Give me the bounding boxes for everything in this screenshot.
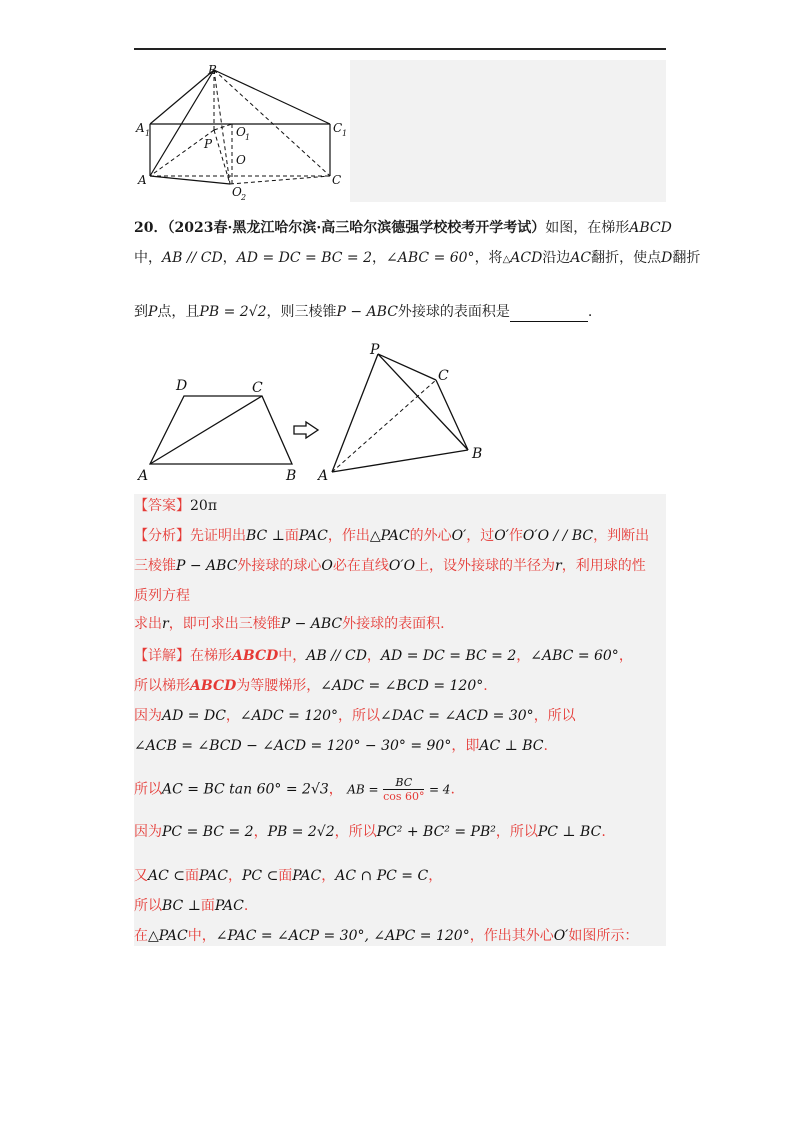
math: AD = DC = BC = 2 [236, 250, 373, 266]
detail-text: 为等腰梯形， [236, 678, 321, 694]
detail-label: 【详解】 [134, 648, 190, 664]
analysis-text: 的外心 [409, 528, 452, 544]
header-rule [134, 48, 666, 50]
math: PB = 2√2 [199, 304, 267, 320]
answer-blank [510, 307, 588, 322]
label-A1: A [136, 121, 145, 135]
detail-text: 中， [187, 928, 216, 944]
detail-text: . [601, 824, 606, 840]
detail-text: ，作出其外心 [469, 928, 554, 944]
detail-text: 又 [134, 868, 148, 884]
label-C: C [252, 380, 263, 396]
math: O′O [388, 558, 416, 574]
problem-text: ，则三棱锥 [266, 304, 337, 320]
math: ABCD [190, 678, 237, 694]
math: O′ [451, 528, 467, 544]
detail-text: ， [328, 781, 343, 798]
math: O′ [494, 528, 509, 544]
detail-text: ，即 [451, 738, 480, 754]
fraction [383, 776, 424, 803]
math: PAC [214, 898, 244, 914]
math: P [148, 304, 158, 320]
math: PC = BC = 2 [162, 824, 254, 840]
label-A2: A [318, 468, 329, 484]
math: ABCD [629, 220, 672, 236]
label-O2-sub: 2 [241, 193, 247, 202]
detail-line-4 [134, 736, 548, 756]
detail-text: ， [253, 824, 268, 840]
math: AB // CD [306, 648, 367, 664]
math: P − ABC [280, 616, 343, 632]
math: AD = DC = BC = 2 [380, 648, 517, 664]
math: AC ⊥ BC [479, 738, 544, 754]
detail-line-6 [134, 822, 606, 842]
detail-text: ，所以 [533, 708, 576, 724]
detail-text: ， [516, 648, 531, 664]
math: PB = 2√2 [267, 824, 335, 840]
math: △PAC [148, 928, 188, 944]
problem-text: 如图，在梯形 [545, 220, 630, 236]
math: AC ∩ PC = C [335, 868, 429, 884]
analysis-text: 外接球的球心 [237, 558, 322, 574]
detail-line-9 [134, 926, 638, 946]
problem-text: 翻折 [672, 250, 701, 266]
math: ACD [510, 250, 543, 266]
label-A: A [138, 468, 149, 484]
detail-text: ， [321, 868, 336, 884]
analysis-text: 求出 [134, 616, 162, 632]
fraction-denominator: cos 60° [383, 790, 425, 803]
math: AD = DC [162, 708, 226, 724]
label-P: P [370, 342, 380, 358]
math: ∠ADC = 120° [239, 708, 339, 724]
analysis-text: 上，设外接球的半径为 [415, 558, 556, 574]
math: PAC [292, 868, 322, 884]
math: ∠ABC = 60° [530, 648, 619, 664]
detail-text: ， [366, 648, 381, 664]
problem-source: （2023春·黑龙江哈尔滨·高三哈尔滨德强学校校考开学考试） [167, 220, 546, 236]
analysis-text: ，过 [466, 528, 495, 544]
detail-text: 所以 [134, 781, 162, 798]
label-A1-sub: 1 [145, 129, 151, 138]
math: ABCD [232, 648, 279, 664]
label-B: B [208, 63, 217, 77]
detail-line-8 [134, 896, 248, 916]
problem-text: 中， [134, 250, 162, 266]
detail-text: 所以梯形 [134, 678, 190, 694]
analysis-line-3 [134, 586, 190, 606]
detail-line-3 [134, 706, 576, 726]
math: AC = BC tan 60° = 2√3 [162, 781, 329, 798]
problem-text: 翻折，使点 [591, 250, 662, 266]
problem-line-2 [134, 248, 700, 270]
problem-line-1 [134, 218, 672, 238]
triangle-symbol: △ [502, 254, 511, 265]
problem-text: 外接球的表面积是 [397, 304, 510, 320]
detail-text: 因为 [134, 824, 162, 840]
math: r [555, 558, 562, 574]
detail-text: 在梯形 [190, 648, 232, 664]
analysis-text: 外接球的表面积. [342, 616, 445, 632]
label-C1: C [333, 121, 343, 135]
problem-text: ， [372, 250, 387, 266]
math: AC ⊂ [148, 868, 186, 884]
detail-text: . [543, 738, 548, 754]
detail-text: 所以 [134, 898, 162, 914]
problem-line-3 [134, 302, 592, 322]
math: O′O / / BC [522, 528, 594, 544]
math: PC ⊥ BC [537, 824, 602, 840]
detail-text: ， [227, 868, 242, 884]
math: PC ⊂ [241, 868, 279, 884]
label-C1-sub: 1 [342, 129, 348, 138]
math: ∠ADC = ∠BCD = 120° [320, 678, 484, 694]
answer-line [134, 496, 217, 516]
label-O1: O [236, 125, 246, 139]
math: ∠PAC = ∠ACP = 30°, ∠APC = 120° [215, 928, 470, 944]
math: AB // CD [162, 250, 223, 266]
analysis-line-1 [134, 526, 649, 546]
problem-text: ，将 [474, 250, 503, 266]
detail-text: 面 [278, 868, 293, 884]
math: ∠ACB = ∠BCD − ∠ACD = 120° − 30° = 90° [134, 738, 452, 754]
detail-line-5 [134, 776, 455, 803]
answer-value: 20π [190, 498, 218, 514]
prism-figure [134, 60, 350, 202]
label-C2: C [438, 368, 449, 384]
label-O: O [236, 153, 246, 167]
math: ∠ABC = 60° [386, 250, 475, 266]
detail-text: ， [225, 708, 240, 724]
analysis-text: ，作出 [327, 528, 370, 544]
label-P: P [204, 137, 213, 151]
detail-text: 如图所示： [568, 928, 639, 944]
detail-text: . [483, 678, 488, 694]
analysis-text: 必在直线 [332, 558, 389, 574]
analysis-text: 先证明出 [190, 528, 246, 544]
math: D [661, 250, 673, 266]
math: BC ⊥ [162, 898, 201, 914]
problem-text: ， [222, 250, 237, 266]
math: P − ABC [176, 558, 238, 574]
label-C: C [332, 173, 342, 187]
math: ∠DAC = ∠ACD = 30° [380, 708, 534, 724]
trapezoid-fold-figure [134, 338, 494, 488]
detail-line-7 [134, 866, 442, 886]
analysis-label: 【分析】 [134, 528, 190, 544]
detail-text: 面 [200, 898, 215, 914]
detail-text: . [450, 781, 455, 798]
analysis-text: 三棱锥 [134, 558, 176, 574]
math: BC ⊥ [246, 528, 285, 544]
analysis-text: ，即可求出三棱锥 [168, 616, 281, 632]
math: PC² + BC² = PB² [376, 824, 496, 840]
math: AC [570, 250, 592, 266]
label-B2: B [472, 446, 483, 462]
math: △PAC [369, 528, 410, 544]
answer-label: 【答案】 [134, 498, 190, 514]
detail-text: 在 [134, 928, 148, 944]
analysis-text: ，判断出 [593, 528, 650, 544]
problem-text: 到 [134, 304, 148, 320]
math: AB = [347, 782, 379, 797]
detail-text: 因为 [134, 708, 162, 724]
label-O1-sub: 1 [245, 133, 251, 142]
detail-line-2 [134, 676, 488, 696]
math: = 4 [428, 782, 451, 797]
label-D: D [176, 378, 188, 394]
math: P − ABC [336, 304, 398, 320]
detail-text: ， [618, 648, 633, 664]
detail-line-1 [134, 646, 633, 666]
problem-text: 点，且 [157, 304, 200, 320]
problem-text: . [587, 304, 593, 320]
problem-text: 沿边 [542, 250, 571, 266]
detail-text: . [243, 898, 249, 914]
analysis-line-4 [134, 614, 445, 634]
fraction-numerator: BC [383, 776, 424, 790]
detail-text: ，所以 [334, 824, 377, 840]
math: O [321, 558, 333, 574]
label-A: A [138, 173, 147, 187]
math: r [162, 616, 169, 632]
detail-text: 面 [185, 868, 200, 884]
analysis-line-2 [134, 556, 646, 576]
analysis-text: ，利用球的性 [561, 558, 646, 574]
detail-text: 中， [278, 648, 307, 664]
problem-number: 20． [134, 220, 168, 236]
math: PAC [298, 528, 328, 544]
math: O′ [553, 928, 569, 944]
math: PAC [199, 868, 228, 884]
detail-text: ，所以 [495, 824, 538, 840]
label-O2: O [232, 185, 242, 199]
analysis-text: 作 [508, 528, 523, 544]
analysis-text: 面 [284, 528, 299, 544]
analysis-text: 质列方程 [134, 588, 190, 604]
detail-text: ，所以 [338, 708, 381, 724]
detail-text: ， [428, 868, 443, 884]
label-B: B [286, 468, 297, 484]
